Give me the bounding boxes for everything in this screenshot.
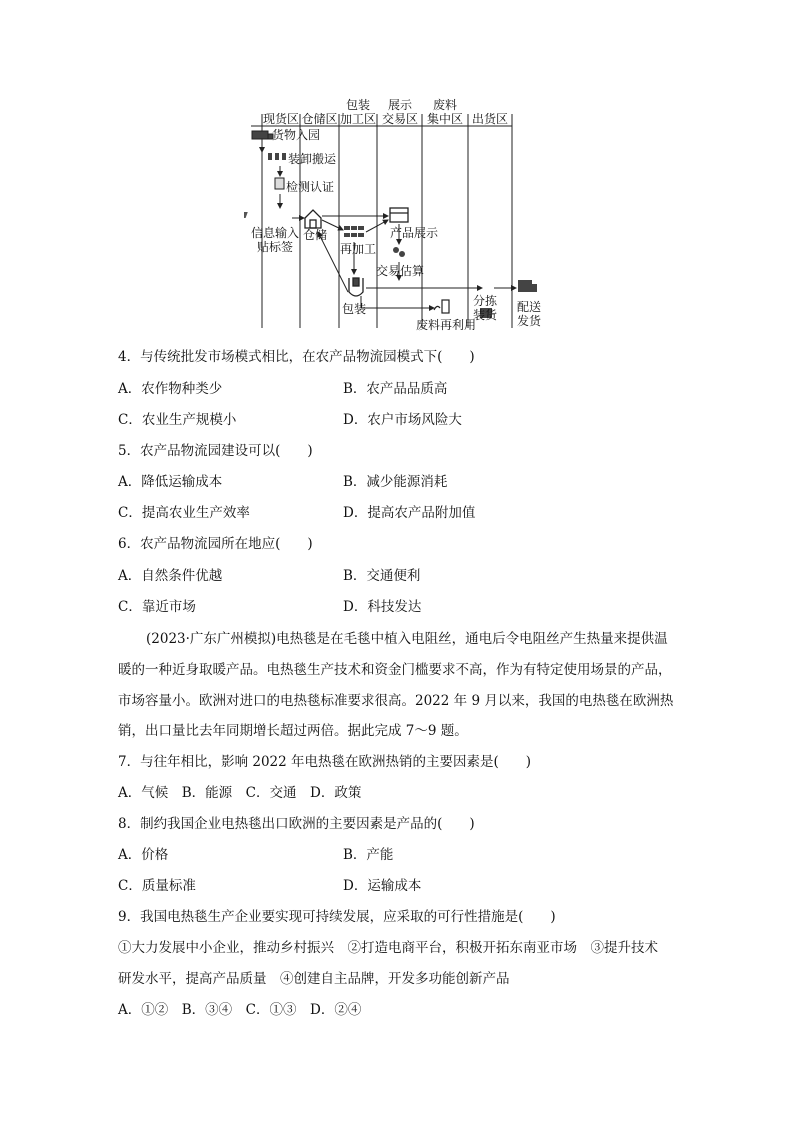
question-6-stem: 6．农产品物流园所在地应( ) xyxy=(118,536,313,552)
node-info-label: 信息输入 贴标签 xyxy=(250,226,299,254)
processing-icon xyxy=(344,226,364,237)
question-4-stem: 4．与传统批发市场模式相比，在农产品物流园模式下( ) xyxy=(118,349,475,365)
q8-option-d[interactable]: D．运输成本 xyxy=(343,878,422,894)
truck-icon xyxy=(252,131,273,139)
q6-option-a[interactable]: A．自然条件优越 xyxy=(118,568,223,584)
passage-line-3: 市场容量小。欧洲对进口的电热毯标准要求很高。2022 年 9 月以来，我国的电热毯在欧洲热 xyxy=(118,693,674,709)
warehouse-icon xyxy=(305,210,321,228)
node-product-display: 产品展示 xyxy=(390,226,439,240)
trade-icon xyxy=(393,247,405,257)
q4-option-b[interactable]: B．农产品品质高 xyxy=(343,381,448,397)
node-delivery: 配送 发货 xyxy=(516,300,541,328)
q4-option-c[interactable]: C．农业生产规模小 xyxy=(118,412,237,428)
node-reprocessing: 再加工 xyxy=(340,242,377,256)
node-goods-entry: 货物入园 xyxy=(272,128,321,142)
node-loading: 装卸搬运 xyxy=(288,152,337,166)
passage-line-1: (2023·广东广州模拟)电热毯是在毛毯中植入电阻丝，通电后令电阻丝产生热量来提供温 xyxy=(146,631,668,647)
q5-option-c[interactable]: C．提高农业生产效率 xyxy=(118,505,250,521)
passage-line-2: 暖的一种近身取暖产品。电热毯生产技术和资金门槛要求不高，作为有特定使用场景的产品， xyxy=(118,662,672,678)
column-header-packaging: 包装 加工区 xyxy=(340,98,377,126)
node-trade-estimate: 交易估算 xyxy=(376,264,425,278)
q5-option-a[interactable]: A．降低运输成本 xyxy=(118,474,223,490)
q4-option-d[interactable]: D．农户市场风险大 xyxy=(343,412,462,428)
q8-option-c[interactable]: C．质量标准 xyxy=(118,878,196,894)
q9-statements-line-2: 研发水平，提高产品质量 ④创建自主品牌，开发多功能创新产品 xyxy=(118,971,510,987)
question-9-stem: 9．我国电热毯生产企业要实现可持续发展，应采取的可行性措施是( ) xyxy=(118,909,556,925)
q8-option-b[interactable]: B．产能 xyxy=(343,847,394,863)
package-icon xyxy=(349,278,363,296)
display-icon xyxy=(390,208,408,222)
q6-option-b[interactable]: B．交通便利 xyxy=(343,568,421,584)
q4-option-a[interactable]: A．农作物种类少 xyxy=(118,381,223,397)
node-waste-reuse: 废料再利用 xyxy=(416,318,477,332)
node-inspection: 检测认证 xyxy=(286,180,335,194)
inspection-icon xyxy=(275,178,284,189)
column-header-spot: 现货区 xyxy=(262,112,299,126)
column-header-waste: 废料 集中区 xyxy=(426,98,463,126)
question-7-stem: 7．与往年相比，影响 2022 年电热毯在欧洲热销的主要因素是( ) xyxy=(118,754,532,770)
logistics-flow-diagram xyxy=(244,96,554,332)
recycle-icon xyxy=(434,300,449,313)
passage-line-4: 销，出口量比去年同期增长超过两倍。据此完成 7～9 题。 xyxy=(118,723,468,739)
question-8-stem: 8．制约我国企业电热毯出口欧洲的主要因素是产品的( ) xyxy=(118,816,475,832)
q9-statements-line-1: ①大力发展中小企业，推动乡村振兴 ②打造电商平台，积极开拓东南亚市场 ③提升技术 xyxy=(118,940,658,956)
q5-option-d[interactable]: D．提高农产品附加值 xyxy=(343,505,476,521)
column-header-storage: 仓储区 xyxy=(301,112,338,126)
forklift-icon xyxy=(268,153,286,160)
q7-options[interactable]: A．气候 B．能源 C．交通 D．政策 xyxy=(118,785,362,801)
delivery-icon xyxy=(518,280,537,292)
column-header-shipping: 出货区 xyxy=(471,112,508,126)
q6-option-d[interactable]: D．科技发达 xyxy=(343,599,422,615)
node-storage: 仓储 xyxy=(303,228,328,242)
q6-option-c[interactable]: C．靠近市场 xyxy=(118,599,196,615)
label-icon xyxy=(244,212,248,218)
node-sorting: 分拣 装货 xyxy=(472,294,497,322)
column-header-display: 展示 交易区 xyxy=(381,98,418,126)
q5-option-b[interactable]: B．减少能源消耗 xyxy=(343,474,448,490)
q8-option-a[interactable]: A．价格 xyxy=(118,847,169,863)
q9-options[interactable]: A．①② B．③④ C．①③ D．②④ xyxy=(118,1002,362,1018)
node-packaging: 包装 xyxy=(342,302,367,316)
question-5-stem: 5．农产品物流园建设可以( ) xyxy=(118,443,313,459)
